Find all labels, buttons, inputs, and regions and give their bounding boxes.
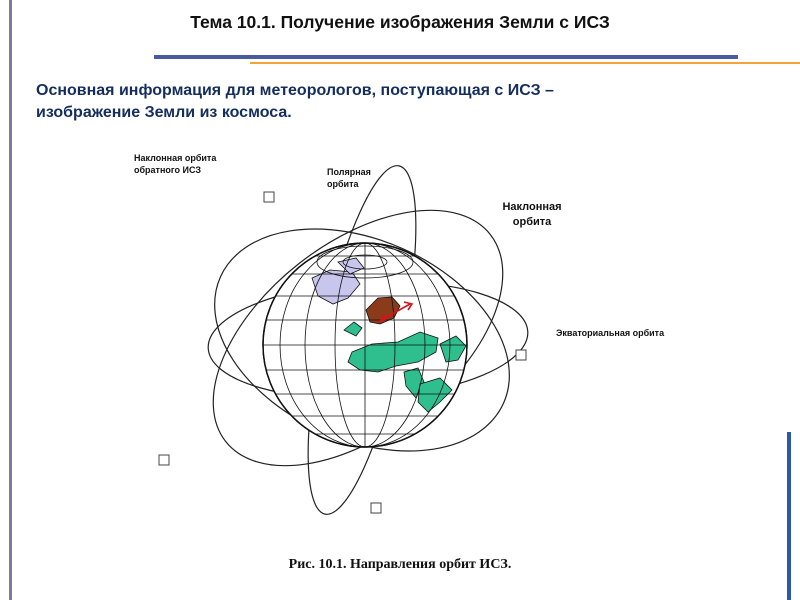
label-equatorial-orbit: Экваториальная орбита <box>556 328 665 338</box>
placeholder-square-2 <box>516 350 526 360</box>
label-retrograde-orbit <box>134 152 216 176</box>
subtitle-line-2: изображение Земли из космоса. <box>36 104 292 121</box>
label-inclined-line-2: орбита <box>512 216 552 228</box>
placeholder-square-3 <box>159 455 169 465</box>
subtitle-line-1: Основная информация для метеорологов, поступающая с ИСЗ – <box>36 82 554 99</box>
label-polar-orbit <box>327 166 371 190</box>
label-polar-line-1: Полярная <box>327 167 371 177</box>
label-retrograde-line-2: обратного ИСЗ <box>134 165 202 175</box>
label-inclined-orbit <box>490 200 574 230</box>
label-polar-line-2: орбита <box>327 179 359 189</box>
figure-caption: Рис. 10.1. Направления орбит ИСЗ. <box>288 557 512 572</box>
slide-title: Тема 10.1. Получение изображения Земли с ИСЗ <box>190 12 610 32</box>
earth-globe <box>263 243 467 447</box>
label-retrograde-line-1: Наклонная орбита <box>134 153 217 163</box>
placeholder-square-1 <box>264 192 274 202</box>
label-inclined-line-1: Наклонная <box>502 201 562 213</box>
placeholder-square-4 <box>371 503 381 513</box>
